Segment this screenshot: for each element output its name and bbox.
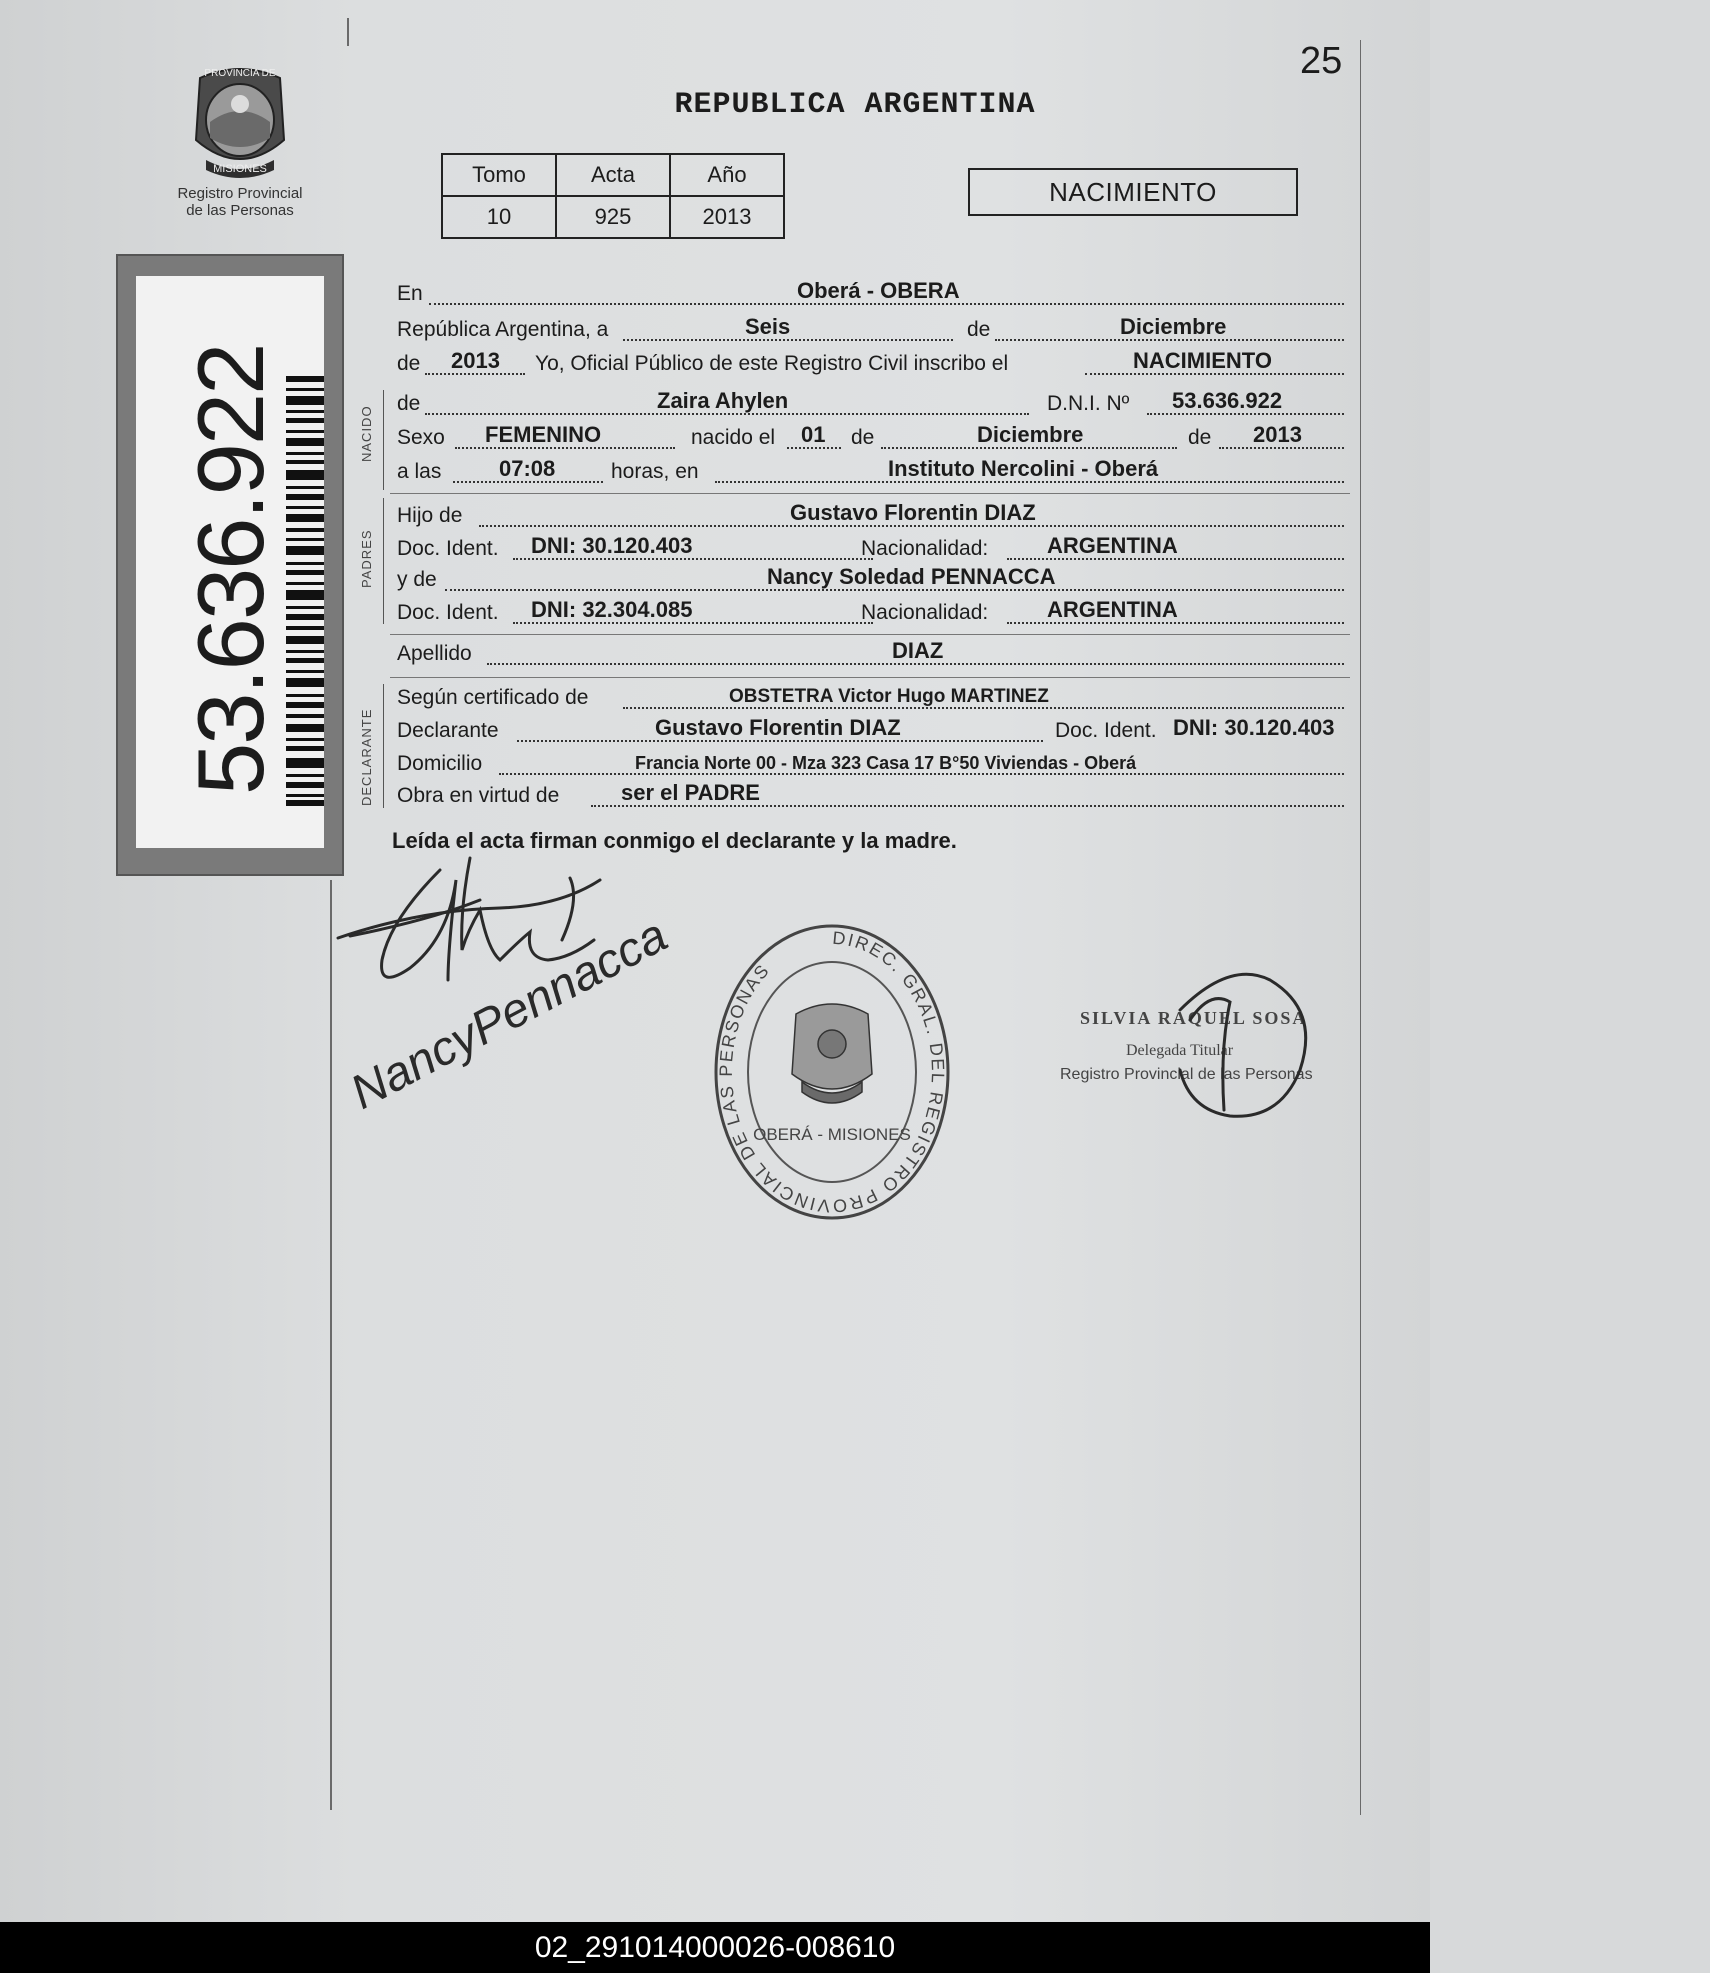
logo-caption-line1: Registro Provincial xyxy=(177,185,303,202)
row-segun xyxy=(395,682,1347,712)
row-y-de xyxy=(395,564,1347,594)
nacionalidad2-label: Nacionalidad: xyxy=(861,601,989,624)
official-name: SILVIA RAQUEL SOSA xyxy=(1080,1008,1308,1028)
mother-name: Nancy Soledad PENNACCA xyxy=(767,564,1056,589)
official-stamp-icon xyxy=(704,904,960,1220)
registry-value-anio: 2013 xyxy=(670,196,784,238)
birth-month: Diciembre xyxy=(977,422,1084,447)
section-separator xyxy=(390,634,1350,636)
sexo-value: FEMENINO xyxy=(485,422,602,447)
id-barcode-panel xyxy=(116,254,344,876)
registry-header-tomo: Tomo xyxy=(442,154,556,196)
page-number: 25 xyxy=(1300,40,1343,82)
en-value: Oberá - OBERA xyxy=(797,278,960,303)
row-name xyxy=(395,388,1347,418)
dni-value: 53.636.922 xyxy=(1172,388,1283,413)
official-signature-icon xyxy=(1150,950,1330,1130)
mother-doc: DNI: 32.304.085 xyxy=(531,597,693,622)
domicilio-label: Domicilio xyxy=(397,752,483,775)
nacido-el-label: nacido el xyxy=(691,426,776,449)
republica-label: República Argentina, a xyxy=(397,318,609,341)
doc2-label: Doc. Ident. xyxy=(397,601,499,624)
de4-label: de xyxy=(851,426,875,449)
horas-label: horas, en xyxy=(611,460,699,483)
row-en xyxy=(395,278,1347,308)
seal-top-text: PROVINCIA DE xyxy=(204,68,276,79)
padres-section-bar xyxy=(383,498,384,624)
mother-signature-text: NancyPennacca xyxy=(342,908,676,1120)
en-label: En xyxy=(397,282,423,305)
child-name: Zaira Ahylen xyxy=(657,388,789,413)
apellido-label: Apellido xyxy=(397,642,472,665)
apellido-value: DIAZ xyxy=(892,638,944,663)
right-margin-line xyxy=(1360,40,1361,1815)
year: 2013 xyxy=(451,348,500,373)
doc-label: Doc. Ident. xyxy=(397,537,499,560)
row-father-doc xyxy=(395,533,1347,563)
row-sexo xyxy=(395,422,1347,452)
left-margin-line xyxy=(347,18,349,46)
de3-label: de xyxy=(397,392,421,415)
row-oficial xyxy=(395,348,1347,378)
registry-header-row xyxy=(442,154,784,196)
sexo-label: Sexo xyxy=(397,426,445,449)
nacionalidad-label: Nacionalidad: xyxy=(861,537,989,560)
father-doc: DNI: 30.120.403 xyxy=(531,533,693,558)
row-hora xyxy=(395,456,1347,486)
birth-day: 01 xyxy=(801,422,826,447)
inscribe-value: NACIMIENTO xyxy=(1133,348,1272,373)
obra-value: ser el PADRE xyxy=(621,780,760,805)
y-de-label: y de xyxy=(397,568,437,591)
hijo-label: Hijo de xyxy=(397,504,463,527)
declarante-section-bar xyxy=(383,684,384,808)
section-label-nacido: NACIDO xyxy=(359,405,374,462)
row-hijo xyxy=(395,500,1347,530)
certificado-value: OBSTETRA Victor Hugo MARTINEZ xyxy=(729,686,1049,707)
stamp-ring-text: DIREC. GRAL. DEL REGISTRO PROVINCIAL DE LAS PERSONAS xyxy=(715,927,949,1217)
doc3-label: Doc. Ident. xyxy=(1055,719,1157,742)
a-las-label: a las xyxy=(397,460,442,483)
row-apellido xyxy=(395,638,1347,668)
vertical-dni-number: 53.636.922 xyxy=(178,344,283,795)
registry-value-row xyxy=(442,196,784,238)
father-nationality: ARGENTINA xyxy=(1047,533,1178,558)
dni-label: D.N.I. Nº xyxy=(1047,392,1130,415)
registry-header-anio: Año xyxy=(670,154,784,196)
mother-nationality: ARGENTINA xyxy=(1047,597,1178,622)
section-label-padres: PADRES xyxy=(359,529,374,588)
de-label: de xyxy=(967,318,991,341)
row-mother-doc xyxy=(395,597,1347,627)
section-separator xyxy=(390,677,1350,679)
barcode-icon xyxy=(286,376,324,806)
section-separator xyxy=(390,493,1350,495)
declarante-doc: DNI: 30.120.403 xyxy=(1173,715,1335,740)
registry-value-tomo: 10 xyxy=(442,196,556,238)
section-label-declarante: DECLARANTE xyxy=(359,708,374,806)
month: Diciembre xyxy=(1120,314,1227,339)
row-declarante xyxy=(395,715,1347,745)
de5-label: de xyxy=(1188,426,1212,449)
domicilio-value: Francia Norte 00 - Mza 323 Casa 17 B°50 Viviendas - Oberá xyxy=(635,753,1137,773)
declarante-label: Declarante xyxy=(397,719,499,742)
registry-header-acta: Acta xyxy=(556,154,670,196)
obra-label: Obra en virtud de xyxy=(397,784,560,807)
registry-logo xyxy=(160,60,320,219)
country-heading: REPUBLICA ARGENTINA xyxy=(674,88,1036,122)
birth-time: 07:08 xyxy=(499,456,556,481)
mother-signature-icon xyxy=(342,908,676,1120)
declarante-value: Gustavo Florentin DIAZ xyxy=(655,715,901,740)
row-republica xyxy=(395,314,1347,344)
logo-caption-line2: de las Personas xyxy=(186,202,294,219)
father-name: Gustavo Florentin DIAZ xyxy=(790,500,1036,525)
closing-statement: Leída el acta firman conmigo el declarante y la madre. xyxy=(392,828,957,853)
official-office: Registro Provincial de las Personas xyxy=(1060,1066,1313,1083)
registry-table xyxy=(441,153,785,239)
official-title: Delegada Titular xyxy=(1126,1042,1234,1059)
day-words: Seis xyxy=(745,314,791,339)
document-footer-code: 02_291014000026-008610 xyxy=(0,1922,1430,1973)
seal-bottom-text: MISIONES xyxy=(213,163,267,175)
de2-label: de xyxy=(397,352,421,375)
row-domicilio xyxy=(395,748,1347,778)
left-margin-line-lower xyxy=(330,880,332,1810)
stamp-center-text: OBERÁ - MISIONES xyxy=(753,1125,911,1144)
segun-label: Según certificado de xyxy=(397,686,589,709)
provincial-seal-icon xyxy=(180,60,300,180)
birth-place: Instituto Nercolini - Oberá xyxy=(888,456,1159,481)
nacido-section-bar xyxy=(383,390,384,490)
registry-value-acta: 925 xyxy=(556,196,670,238)
oficial-text: Yo, Oficial Público de este Registro Civil inscribo el xyxy=(535,352,1009,375)
barcode-inner xyxy=(136,276,324,848)
row-obra xyxy=(395,780,1347,810)
act-type-box: NACIMIENTO xyxy=(968,168,1298,216)
birth-year: 2013 xyxy=(1253,422,1302,447)
